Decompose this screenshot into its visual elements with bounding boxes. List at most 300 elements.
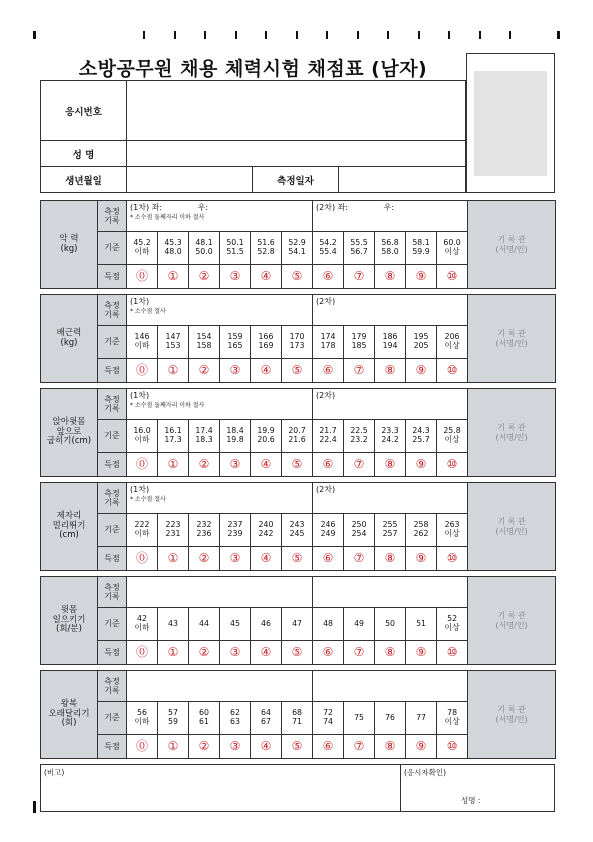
- standard-cell: [406, 702, 437, 735]
- event-name: 배근력 (kg): [41, 295, 98, 383]
- score-option[interactable]: ③: [220, 547, 251, 571]
- standard-value: 21.7: [319, 426, 337, 436]
- standard-value: 165: [227, 341, 243, 350]
- standard-cell: [437, 420, 468, 453]
- standard-cell: [189, 232, 220, 265]
- second-attempt-field[interactable]: [313, 577, 468, 608]
- second-attempt-field[interactable]: [313, 201, 468, 232]
- standard-cell: [313, 232, 344, 265]
- standard-value: 22.4: [319, 435, 337, 444]
- score-option[interactable]: ①: [158, 265, 189, 289]
- standard-cell: [375, 420, 406, 453]
- first-attempt-field[interactable]: [127, 483, 313, 514]
- event-name: 앉아윗몸 앞으로 굽히기(cm): [41, 389, 98, 477]
- standard-cell: [127, 232, 158, 265]
- standard-value: 52: [447, 614, 458, 624]
- standard-value: 이하: [134, 435, 150, 444]
- score-label: 득점: [98, 547, 127, 571]
- standard-cell: [313, 702, 344, 735]
- score-option[interactable]: ⑤: [282, 453, 313, 477]
- standard-cell: [127, 608, 158, 641]
- score-option[interactable]: ⓪: [127, 547, 158, 571]
- standard-value: 이상: [444, 717, 460, 726]
- standard-value: 239: [227, 529, 243, 538]
- score-option[interactable]: ⑧: [375, 453, 406, 477]
- standard-cell: [158, 326, 189, 359]
- score-option[interactable]: ⑦: [344, 265, 375, 289]
- standard-value: 43: [168, 618, 178, 628]
- standard-cell: [127, 514, 158, 547]
- standard-value: 48.0: [164, 247, 182, 256]
- standard-cell: [313, 420, 344, 453]
- birth-date-field[interactable]: [127, 167, 253, 193]
- first-attempt-field[interactable]: [127, 295, 313, 326]
- standard-value: 186: [382, 332, 398, 342]
- event-name: 윗몸 일으키기 (회/분): [41, 577, 98, 665]
- applicant-confirm-field[interactable]: [401, 765, 555, 812]
- score-option[interactable]: ⑤: [282, 265, 313, 289]
- recorder-signature-field[interactable]: 기 록 관 (서명/인): [468, 671, 556, 759]
- standard-value: 16.0: [133, 426, 151, 436]
- perforation-tick: [296, 31, 298, 39]
- score-option[interactable]: ⑥: [313, 735, 344, 759]
- standard-value: 58.1: [412, 238, 430, 248]
- standard-cell: [406, 514, 437, 547]
- score-option[interactable]: ⑦: [344, 453, 375, 477]
- standard-cell: [220, 702, 251, 735]
- standard-value: 이상: [444, 623, 460, 632]
- standard-cell: [220, 232, 251, 265]
- standard-cell: [251, 608, 282, 641]
- measure-date-label: 측정일자: [253, 167, 339, 193]
- standard-cell: [406, 608, 437, 641]
- standard-cell: [282, 326, 313, 359]
- score-option[interactable]: ⑦: [344, 547, 375, 571]
- standard-value: 245: [289, 529, 305, 538]
- standard-value: 55.4: [319, 247, 337, 256]
- standard-value: 158: [196, 341, 212, 350]
- standard-cell: [437, 608, 468, 641]
- score-option[interactable]: ⑨: [406, 359, 437, 383]
- score-option[interactable]: ⓪: [127, 641, 158, 665]
- photo-frame: [466, 53, 555, 193]
- standard-cell: [127, 420, 158, 453]
- standard-cell: [158, 608, 189, 641]
- measure-record-label: 측정 기록: [98, 389, 127, 420]
- exam-number-label: 응시번호: [41, 81, 127, 141]
- standard-value: 54.1: [288, 247, 306, 256]
- standard-cell: [251, 232, 282, 265]
- standard-value: 179: [351, 332, 367, 342]
- standard-value: 166: [258, 332, 274, 342]
- perforation-tick: [418, 31, 420, 39]
- standard-value: 67: [261, 717, 271, 726]
- standard-value: 55.5: [350, 238, 368, 248]
- standard-value: 49: [354, 618, 365, 628]
- standard-value: 159: [227, 332, 243, 342]
- standard-cell: [437, 514, 468, 547]
- standard-cell: [158, 514, 189, 547]
- standard-cell: [127, 702, 158, 735]
- score-option[interactable]: ①: [158, 453, 189, 477]
- score-option[interactable]: ③: [220, 265, 251, 289]
- standard-cell: [127, 326, 158, 359]
- standard-cell: [313, 608, 344, 641]
- standard-value: 50.1: [226, 238, 244, 248]
- standard-value: 24.3: [412, 426, 430, 436]
- score-option[interactable]: ⑩: [437, 735, 468, 759]
- standard-cell: [282, 232, 313, 265]
- score-option[interactable]: ④: [251, 359, 282, 383]
- standard-cell: [344, 420, 375, 453]
- standard-value: 250: [351, 520, 367, 530]
- standard-value: 75: [354, 712, 365, 722]
- standard-value: 232: [196, 520, 212, 530]
- standard-value: 169: [258, 341, 274, 350]
- standard-value: 243: [289, 520, 305, 530]
- score-label: 득점: [98, 359, 127, 383]
- standard-value: 17.4: [195, 426, 213, 436]
- standard-value: 42: [137, 614, 147, 624]
- standard-value: 195: [413, 332, 429, 342]
- first-attempt-label: (1차): [130, 485, 150, 494]
- score-option[interactable]: ⑨: [406, 547, 437, 571]
- standard-cell: [158, 702, 189, 735]
- measure-record-label: 측정 기록: [98, 671, 127, 702]
- standard-value: 17.3: [164, 435, 182, 444]
- rounding-note: * 소수점 절사: [130, 308, 166, 316]
- perforation-tick: [387, 31, 389, 39]
- standard-value: 52.9: [288, 238, 306, 248]
- score-option[interactable]: ⑥: [313, 265, 344, 289]
- standard-value: 50: [385, 618, 396, 628]
- standard-cell: [344, 608, 375, 641]
- standard-value: 60.0: [443, 238, 461, 248]
- score-option[interactable]: ②: [189, 453, 220, 477]
- standard-value: 19.9: [257, 426, 275, 436]
- score-option[interactable]: ②: [189, 735, 220, 759]
- standard-cell: [406, 232, 437, 265]
- event-name: 왕복 오래달리기 (회): [41, 671, 98, 759]
- standard-value: 246: [320, 520, 336, 530]
- score-option[interactable]: ③: [220, 735, 251, 759]
- second-attempt-field[interactable]: [313, 483, 468, 514]
- standard-value: 이상: [444, 247, 460, 256]
- score-option[interactable]: ⑩: [437, 453, 468, 477]
- standard-cell: [189, 420, 220, 453]
- standard-value: 77: [416, 712, 427, 722]
- first-attempt-label: (1차) 좌: 우:: [130, 203, 209, 212]
- score-option[interactable]: ⑦: [344, 641, 375, 665]
- score-option[interactable]: ⑤: [282, 547, 313, 571]
- score-option[interactable]: ①: [158, 359, 189, 383]
- standard-value: 249: [320, 529, 336, 538]
- standard-value: 이상: [444, 529, 460, 538]
- second-attempt-label: (2차) 좌: 우:: [316, 203, 395, 212]
- standard-value: 21.6: [288, 435, 306, 444]
- score-option[interactable]: ⑧: [375, 547, 406, 571]
- recorder-signature-field[interactable]: 기 록 관 (서명/인): [468, 483, 556, 571]
- score-option[interactable]: ④: [251, 735, 282, 759]
- score-option[interactable]: ③: [220, 453, 251, 477]
- standard-cell: [189, 608, 220, 641]
- standard-value: 255: [382, 520, 398, 530]
- exam-number-field[interactable]: [127, 81, 466, 141]
- score-option[interactable]: ④: [251, 547, 282, 571]
- score-option[interactable]: ④: [251, 453, 282, 477]
- standard-value: 222: [134, 520, 150, 530]
- perforation-tick: [448, 31, 450, 39]
- standard-value: 18.4: [226, 426, 244, 436]
- standard-value: 이하: [134, 623, 150, 632]
- standard-value: 이하: [134, 529, 150, 538]
- standard-value: 206: [444, 332, 460, 342]
- second-attempt-label: (2차): [316, 297, 336, 306]
- score-option[interactable]: ⑩: [437, 641, 468, 665]
- remark-field[interactable]: [41, 765, 401, 812]
- standard-cell: [375, 702, 406, 735]
- standard-value: 50.0: [195, 247, 213, 256]
- standard-cell: [189, 514, 220, 547]
- standard-value: 257: [382, 529, 398, 538]
- recorder-signature-field[interactable]: 기 록 관 (서명/인): [468, 295, 556, 383]
- standard-value: 78: [447, 708, 458, 718]
- score-option[interactable]: ⑥: [313, 453, 344, 477]
- standard-value: 185: [351, 341, 367, 350]
- standard-value: 170: [289, 332, 305, 342]
- rounding-note: * 소수점 둘째자리 이하 절사: [130, 214, 205, 222]
- score-option[interactable]: ⑩: [437, 547, 468, 571]
- standard-value: 147: [165, 332, 181, 342]
- event-section: [40, 576, 556, 665]
- second-attempt-field[interactable]: [313, 671, 468, 702]
- score-option[interactable]: ③: [220, 641, 251, 665]
- recorder-signature-field[interactable]: 기 록 관 (서명/인): [468, 389, 556, 477]
- standard-value: 72: [323, 708, 334, 718]
- event-section: [40, 200, 556, 289]
- standard-value: 61: [199, 717, 209, 726]
- score-option[interactable]: ⑧: [375, 265, 406, 289]
- standard-value: 178: [320, 341, 336, 350]
- standard-value: 16.1: [164, 426, 182, 436]
- standard-value: 이상: [444, 435, 460, 444]
- name-field[interactable]: [127, 141, 466, 167]
- score-option[interactable]: ④: [251, 265, 282, 289]
- score-option[interactable]: ①: [158, 735, 189, 759]
- standard-cell: [313, 326, 344, 359]
- event-name: 제자리 멀리뛰기 (cm): [41, 483, 98, 571]
- standard-value: 174: [320, 332, 336, 342]
- standard-value: 74: [323, 717, 334, 726]
- perforation-tick: [174, 31, 176, 39]
- score-option[interactable]: ⑥: [313, 547, 344, 571]
- standard-cell: [282, 514, 313, 547]
- standard-cell: [344, 232, 375, 265]
- standard-cell: [251, 514, 282, 547]
- second-attempt-field[interactable]: [313, 295, 468, 326]
- perforation-tick: [479, 31, 481, 39]
- score-option[interactable]: ⑧: [375, 641, 406, 665]
- standard-value: 이하: [134, 341, 150, 350]
- confirm-label: (응시자확인): [404, 768, 447, 777]
- standard-value: 56.8: [381, 238, 399, 248]
- first-attempt-label: (1차): [130, 297, 150, 306]
- birth-date-label: 생년월일: [41, 167, 127, 193]
- score-option[interactable]: ⑨: [406, 453, 437, 477]
- perforation-tick: [357, 31, 359, 39]
- rounding-note: * 소수점 절사: [130, 496, 166, 504]
- score-option[interactable]: ②: [189, 359, 220, 383]
- standard-value: 154: [196, 332, 212, 342]
- standard-cell: [189, 702, 220, 735]
- score-option[interactable]: ⑧: [375, 735, 406, 759]
- score-label: 득점: [98, 641, 127, 665]
- perforation-tick: [204, 31, 206, 39]
- standard-cell: [282, 702, 313, 735]
- standard-value: 59: [168, 717, 178, 726]
- score-option[interactable]: ②: [189, 265, 220, 289]
- standard-value: 236: [196, 529, 212, 538]
- page-title: 소방공무원 채용 체력시험 채점표 (남자): [78, 58, 428, 80]
- name-label: 성 명: [41, 141, 127, 167]
- score-option[interactable]: ⑤: [282, 641, 313, 665]
- measure-record-label: 측정 기록: [98, 295, 127, 326]
- standard-value: 237: [227, 520, 243, 530]
- score-option[interactable]: ⑧: [375, 359, 406, 383]
- standard-value: 57: [168, 708, 178, 718]
- perforation-tick: [235, 31, 237, 39]
- standard-value: 45: [230, 618, 240, 628]
- standard-cell: [437, 702, 468, 735]
- event-section: [40, 294, 556, 383]
- corner-mark-bottom-left: [33, 801, 36, 813]
- standard-cell: [344, 514, 375, 547]
- score-option[interactable]: ⑦: [344, 359, 375, 383]
- score-option[interactable]: ⑤: [282, 735, 313, 759]
- first-attempt-field[interactable]: [127, 201, 313, 232]
- event-section: [40, 388, 556, 477]
- measure-record-label: 측정 기록: [98, 201, 127, 232]
- standard-cell: [251, 702, 282, 735]
- standard-cell: [251, 326, 282, 359]
- remark-label: (비고): [44, 768, 65, 777]
- first-attempt-field[interactable]: [127, 577, 313, 608]
- first-attempt-field[interactable]: [127, 389, 313, 420]
- corner-mark-top-left: [33, 31, 36, 39]
- standard-value: 48: [323, 618, 334, 628]
- score-option[interactable]: ①: [158, 641, 189, 665]
- standard-cell: [220, 608, 251, 641]
- score-label: 득점: [98, 453, 127, 477]
- perforation-tick: [509, 31, 511, 39]
- standard-value: 51: [416, 618, 427, 628]
- standard-value: 52.8: [257, 247, 275, 256]
- score-option[interactable]: ⑨: [406, 735, 437, 759]
- standard-value: 194: [382, 341, 398, 350]
- score-option[interactable]: ⑨: [406, 641, 437, 665]
- standard-cell: [282, 420, 313, 453]
- score-option[interactable]: ④: [251, 641, 282, 665]
- sign-label: 성명 :: [461, 796, 481, 805]
- score-option[interactable]: ⑨: [406, 265, 437, 289]
- recorder-signature-field[interactable]: 기 록 관 (서명/인): [468, 577, 556, 665]
- standard-cell: [437, 326, 468, 359]
- first-attempt-label: (1차): [130, 391, 150, 400]
- standard-cell: [189, 326, 220, 359]
- event-section: [40, 482, 556, 571]
- standard-cell: [158, 232, 189, 265]
- perforation-tick: [143, 31, 145, 39]
- score-option[interactable]: ⑩: [437, 265, 468, 289]
- score-option[interactable]: ⑤: [282, 359, 313, 383]
- score-option[interactable]: ②: [189, 641, 220, 665]
- standard-value: 63: [230, 717, 240, 726]
- standard-value: 263: [444, 520, 460, 530]
- standard-value: 231: [165, 529, 181, 538]
- standard-cell: [344, 326, 375, 359]
- standard-label: 기준: [98, 326, 127, 359]
- score-option[interactable]: ⓪: [127, 735, 158, 759]
- standard-cell: [220, 420, 251, 453]
- score-option[interactable]: ⑦: [344, 735, 375, 759]
- score-option[interactable]: ⓪: [127, 265, 158, 289]
- recorder-signature-field[interactable]: 기 록 관 (서명/인): [468, 201, 556, 289]
- standard-cell: [375, 326, 406, 359]
- standard-label: 기준: [98, 420, 127, 453]
- score-option[interactable]: ⑩: [437, 359, 468, 383]
- corner-mark-top-right: [557, 31, 560, 39]
- standard-label: 기준: [98, 514, 127, 547]
- standard-cell: [158, 420, 189, 453]
- standard-value: 45.3: [164, 238, 182, 248]
- standard-value: 60: [199, 708, 209, 718]
- score-option[interactable]: ①: [158, 547, 189, 571]
- standard-value: 71: [292, 717, 302, 726]
- measure-date-field[interactable]: [339, 167, 466, 193]
- standard-value: 54.2: [319, 238, 337, 248]
- second-attempt-label: (2차): [316, 485, 336, 494]
- standard-cell: [344, 702, 375, 735]
- standard-value: 258: [413, 520, 429, 530]
- standard-value: 44: [199, 618, 209, 628]
- standard-value: 20.7: [288, 426, 306, 436]
- score-option[interactable]: ②: [189, 547, 220, 571]
- standard-value: 이상: [444, 341, 460, 350]
- second-attempt-field[interactable]: [313, 389, 468, 420]
- standard-cell: [375, 514, 406, 547]
- standard-value: 20.6: [257, 435, 275, 444]
- event-name: 악 력 (kg): [41, 201, 98, 289]
- score-option[interactable]: ③: [220, 359, 251, 383]
- standard-cell: [220, 326, 251, 359]
- standard-value: 173: [289, 341, 305, 350]
- score-option[interactable]: ⑥: [313, 359, 344, 383]
- first-attempt-field[interactable]: [127, 671, 313, 702]
- score-option[interactable]: ⑥: [313, 641, 344, 665]
- standard-value: 51.5: [226, 247, 244, 256]
- standard-value: 18.3: [195, 435, 213, 444]
- standard-value: 48.1: [195, 238, 213, 248]
- standard-value: 254: [351, 529, 367, 538]
- standard-label: 기준: [98, 608, 127, 641]
- standard-cell: [406, 420, 437, 453]
- standard-value: 223: [165, 520, 181, 530]
- score-option[interactable]: ⓪: [127, 453, 158, 477]
- standard-value: 262: [413, 529, 429, 538]
- standard-cell: [251, 420, 282, 453]
- score-option[interactable]: ⓪: [127, 359, 158, 383]
- standard-label: 기준: [98, 232, 127, 265]
